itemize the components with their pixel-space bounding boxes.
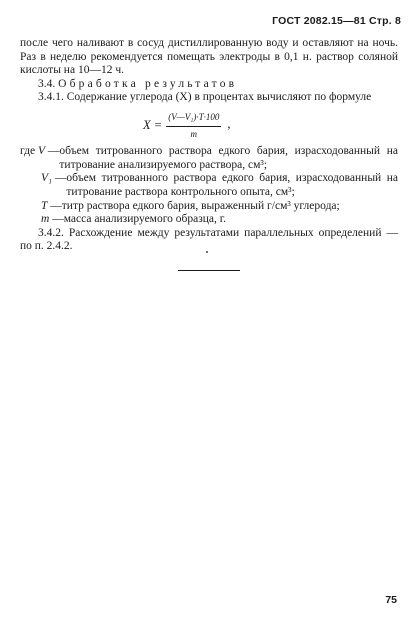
- definition-symbol: T: [41, 199, 48, 212]
- definition-text: титр раствора едкого бария, выраженный г/см³ углерода;: [61, 199, 340, 212]
- paragraph-intro: после чего наливают в сосуд дистиллированную воду и оставляют на ночь. Раз в неделю рекомендуется помещать электроды в 0,1 н. раствор соляной кислоты на 10—12 ч.: [20, 37, 398, 77]
- carbon-formula: [143, 111, 398, 141]
- definition-row: [20, 172, 398, 199]
- formula-trail: ,: [227, 117, 231, 132]
- document-body: [20, 37, 398, 254]
- page-number: 75: [385, 594, 397, 606]
- section-title: Обработка результатов: [58, 77, 238, 90]
- definition-text: масса анализируемого образца, г.: [63, 213, 227, 226]
- section-end-rule: [178, 270, 240, 271]
- definition-dash: —: [49, 213, 64, 226]
- definition-symbol: V: [37, 145, 46, 158]
- definition-dash: —: [52, 172, 67, 185]
- definition-row: [20, 213, 398, 227]
- page-header: ГОСТ 2082.15—81 Стр. 8: [272, 15, 401, 27]
- definition-prefix: где: [20, 145, 38, 158]
- definition-symbol-group: [41, 200, 62, 214]
- formula-numerator: (V—V₁)·T·100: [166, 111, 221, 127]
- definition-text: объем титрованного раствора едкого бария, израсходованный на титрование анализируемого раствора, см³;: [59, 145, 398, 171]
- definition-dash: —: [47, 199, 62, 212]
- definition-row: [20, 200, 398, 214]
- formula-lhs: X =: [143, 118, 163, 133]
- definition-row: [20, 145, 398, 172]
- print-speck: [206, 251, 208, 253]
- definition-symbol-group: [41, 172, 66, 199]
- definition-dash: —: [45, 145, 60, 158]
- definition-symbol: m: [41, 213, 50, 226]
- definition-text: объем титрованного раствора едкого бария, израсходованный на титрование раствора контрольного опыта, см³;: [66, 172, 398, 198]
- definition-symbol-group: [41, 213, 64, 227]
- definition-symbol: V₁: [41, 172, 53, 185]
- section-number: 3.4.: [38, 77, 56, 90]
- paragraph-discrepancy: 3.4.2. Расхождение между результатами параллельных определений — по п. 2.4.2.: [20, 226, 398, 253]
- formula-denominator: m: [190, 128, 198, 139]
- paragraph-formula-intro: 3.4.1. Содержание углерода (X) в процентах вычисляют по формуле: [38, 91, 372, 104]
- definition-symbol-group: [20, 145, 59, 172]
- section-heading: [20, 78, 398, 92]
- formula-fraction: [166, 111, 221, 141]
